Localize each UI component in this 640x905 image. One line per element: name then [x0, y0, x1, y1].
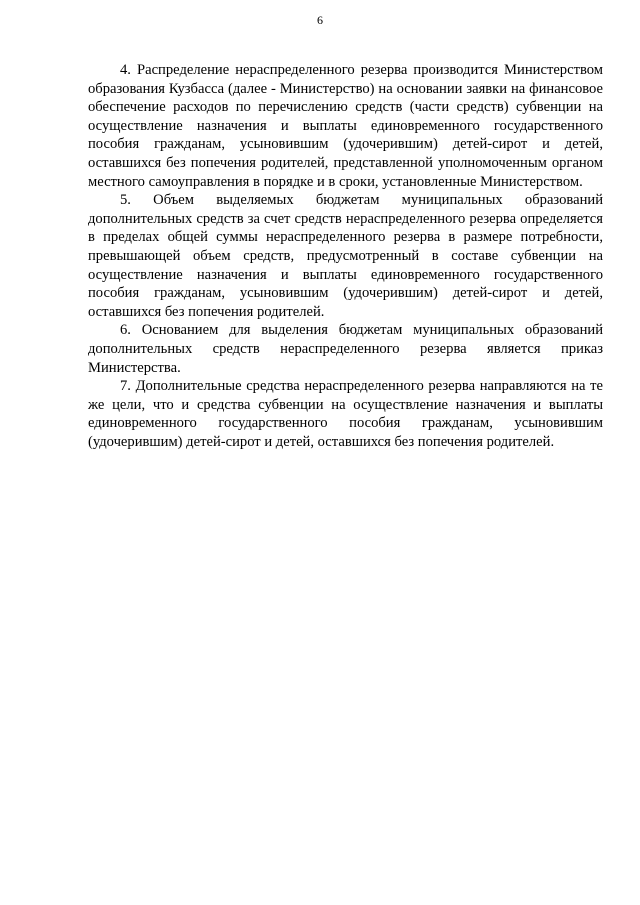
paragraph-6: 6. Основанием для выделения бюджетам муниципальных образований дополнительных средств нераспределенного резерва является приказ Министерства.: [88, 322, 603, 376]
paragraph-4: 4. Распределение нераспределенного резерва производится Министерством образования Кузбасса (далее - Министерство) на основании заявки на финансовое обеспечение расходов по перечислению средств (части средств) субвенции на осуществление назначения и выплаты единовременного государственного пособия гражданам, усыновившим (удочерившим) детей-сирот и детей, оставшихся без попечения родителей, представленной уполномоченным органом местного самоуправления в порядке и в сроки, установленные Министерством.: [88, 62, 603, 190]
document-body: [88, 61, 603, 451]
paragraph-7: 7. Дополнительные средства нераспределенного резерва направляются на те же цели, что и средства субвенции на осуществление назначения и выплаты единовременного государственного пособия гражданам, усыновившим (удочерившим) детей-сирот и детей, оставшихся без попечения родителей.: [88, 378, 603, 450]
paragraph-5: 5. Объем выделяемых бюджетам муниципальных образований дополнительных средств за счет средств нераспределенного резерва определяется в пределах общей суммы нераспределенного резерва в размере потребности, превышающей объем средств, предусмотренный в составе субвенции на осуществление назначения и выплаты единовременного государственного пособия гражданам, усыновившим (удочерившим) детей-сирот и детей, оставшихся без попечения родителей.: [88, 192, 603, 320]
page-number: 6: [317, 13, 323, 27]
